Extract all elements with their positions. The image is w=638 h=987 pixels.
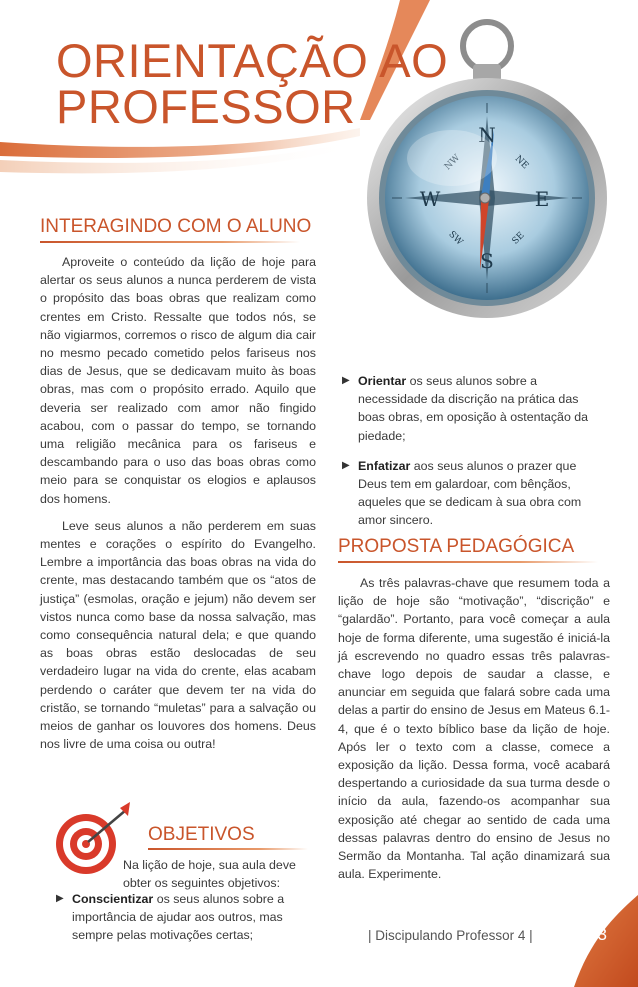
compass-ne: NE [512, 153, 531, 172]
page-title-line2: PROFESSOR [56, 80, 356, 133]
objective-item [52, 890, 316, 945]
objective-item [338, 457, 608, 530]
pedagogical-body [338, 574, 610, 892]
objective-text: os seus alunos sobre a necessidade da discrição na prática das boas obras, em oposição à ostentação da piedade; [358, 374, 589, 443]
triangle-bullet-icon: ▶ [56, 893, 64, 904]
compass-nw: NW [442, 152, 463, 173]
compass-e: E [534, 187, 550, 211]
objective-verb: Orientar [358, 374, 407, 388]
interacting-body [40, 253, 316, 762]
objectives-list-left [52, 890, 316, 945]
target-icon [52, 800, 132, 880]
objective-text: aos seus alunos o prazer que Deus tem em galardoar, com bênçãos, aqueles que se dedicam à sua obra com amor sincero. [358, 458, 582, 528]
objectives-heading: OBJETIVOS [148, 824, 255, 845]
interacting-paragraph-2: Leve seus alunos a não perderem em suas mentes e corações o espírito do Evangelho. Lembre a importância das boas obras na vida do crente, mas destacando também que os “atos de justiça” (esmolas, oração e jejum) não devem ser vistos nunca como base da nossa salvação, mas como consequência natural dela; e que quando as boas obras estão deslocadas de seu verdadeiro lugar na vida do crente, elas acabam perdendo o caráter que devem ter na vida do cristão, se tornando “muletas” para a salvação ou meios de ganhar os louvores dos homens. Deus nos livre de uma coisa ou outra! [40, 518, 316, 752]
compass-se: SE [510, 230, 527, 247]
objective-verb: Enfatizar [358, 458, 411, 473]
objectives-list-right [338, 372, 608, 530]
objective-item [338, 372, 608, 445]
interacting-underline [40, 241, 300, 243]
pedagogical-underline [338, 561, 598, 563]
interacting-heading: INTERAGINDO COM O ALUNO [40, 216, 312, 237]
objective-text: os seus alunos sobre a importância de ajudar aos outros, mas sempre pelas motivações certas; [72, 892, 285, 943]
compass-sw: SW [446, 229, 465, 248]
footer-text: | Discipulando Professor 4 | [368, 928, 533, 943]
pedagogical-heading: PROPOSTA PEDAGÓGICA [338, 536, 575, 557]
compass-n: N [478, 123, 496, 147]
objectives-intro: Na lição de hoje, sua aula deve obter os seguintes objetivos: [123, 858, 296, 891]
pedagogical-paragraph: As três palavras-chave que resumem toda a lição de hoje são “motivação”, “discrição” e “galardão”. Portanto, para você começar a aula hoje de forma diferente, uma sugestão é iniciá-la já escrevendo no quadro essas três palavras-chave logo depois de saudar a classe, e anunciar em seguida que falará sobre cada uma delas a partir do ensino de Jesus em Mateus 6.1-4, que é o texto bíblico base da lição de hoje. Após ler o texto com a classe, comece a exposição da lição. Dessa forma, você acabará despertando a curiosidade da sua turma desde o início da aula, fazendo-os acompanhar sua exposição até chegar ao sentido de cada uma dessas palavras dentro do ensino de Jesus no Sermão da Montanha. Tal ação dinamizará sua aula. Experimente. [338, 576, 610, 882]
page-number: 53 [588, 925, 607, 944]
objectives-underline [148, 848, 308, 850]
compass-w: W [419, 187, 441, 211]
triangle-bullet-icon: ▶ [342, 459, 350, 471]
compass-s: S [480, 249, 494, 273]
triangle-bullet-icon: ▶ [342, 375, 350, 386]
objective-verb: Conscientizar [72, 892, 154, 906]
interacting-paragraph-1: Aproveite o conteúdo da lição de hoje para alertar os seus alunos a nunca perderem de vista o propósito das boas obras que realizam como crentes em Cristo. Ressalte que todos nós, se não vigiarmos, corremos o risco de algum dia cair no mesmo pecado cometido pelos fariseus nos dias de Jesus, que se dedicavam muito às boas obras, mas com o propósito errado. Aquilo que deveria ser realizado com amor não fingido acabou, com o passar do tempo, se tornando uma religião mecânica para os fariseus e descambando para o uso das boas obras como meio para se conquistar os elogios e aplausos dos homens. [40, 255, 316, 506]
page-title-line1: ORIENTAÇÃO AO [56, 34, 449, 87]
compass-icon [362, 8, 622, 328]
